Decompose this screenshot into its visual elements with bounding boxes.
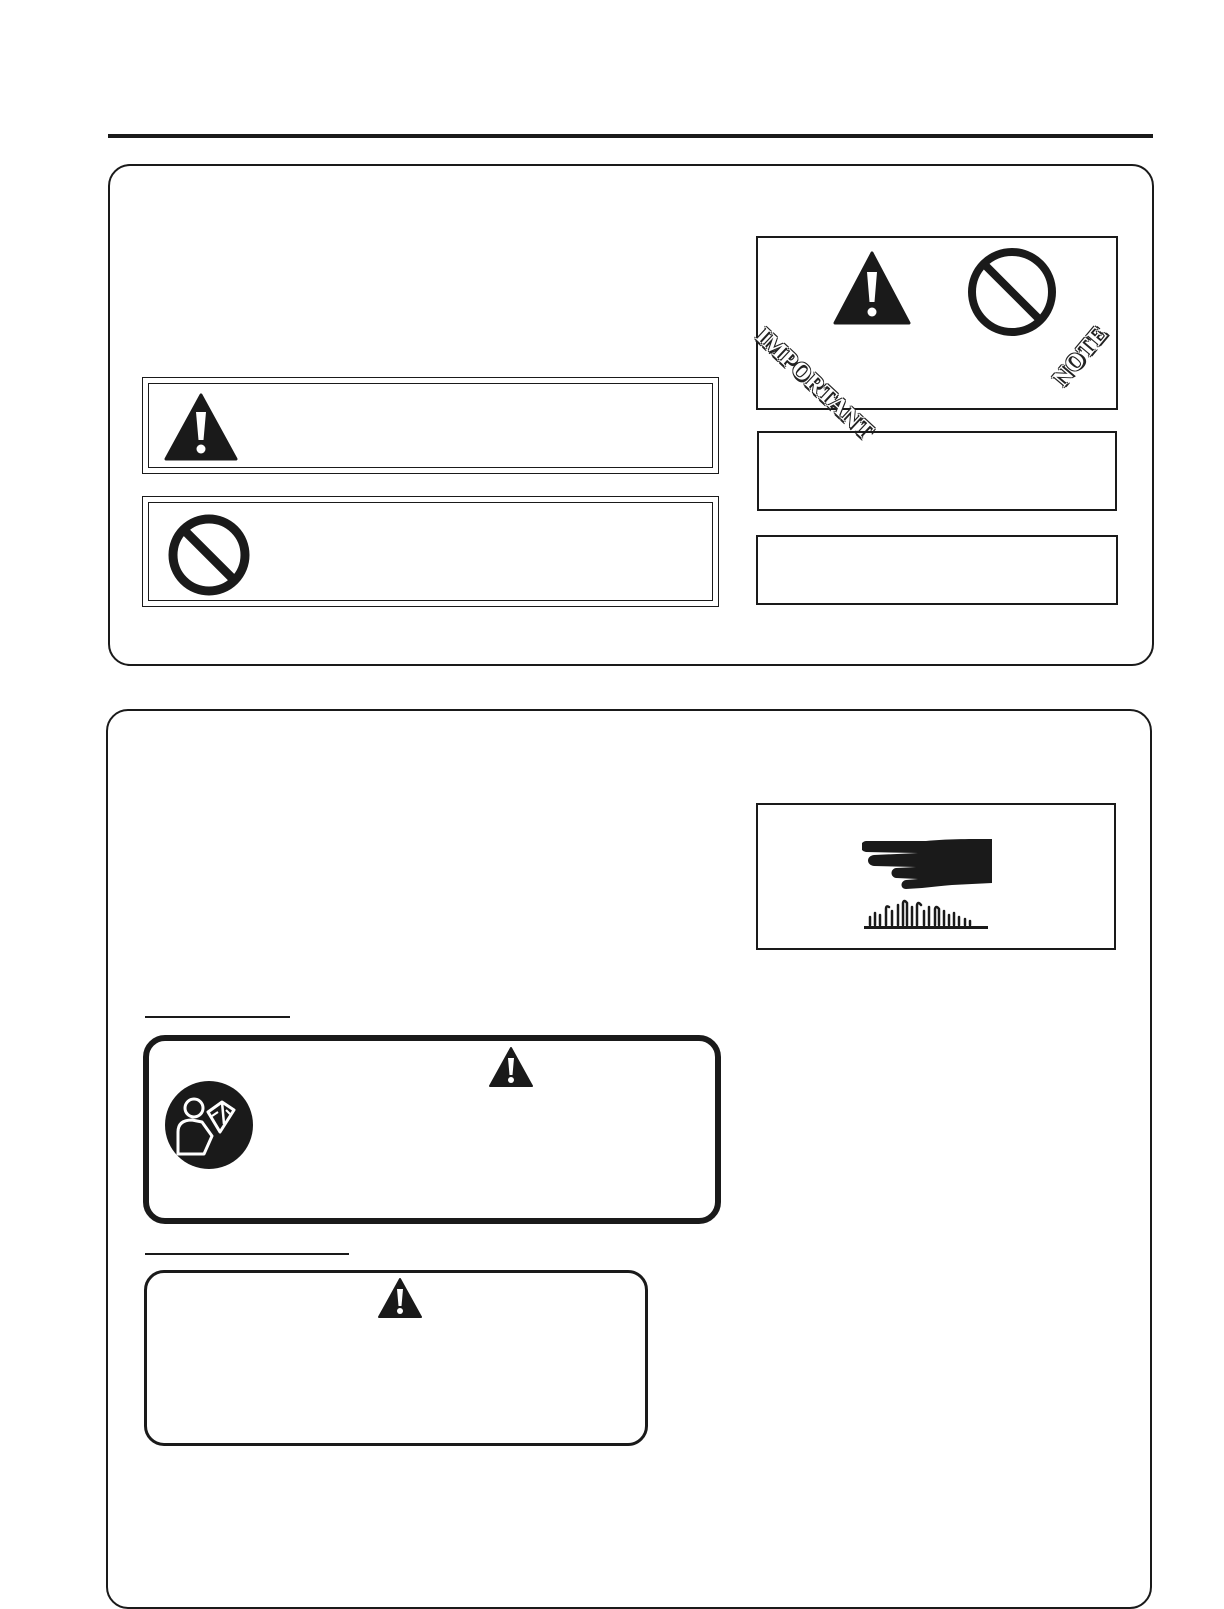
section-heading-underline — [145, 1253, 349, 1255]
warning-triangle-icon — [488, 1046, 534, 1088]
section-heading-underline — [145, 1016, 290, 1018]
warning-symbol-box — [142, 377, 719, 474]
note-description-box — [756, 535, 1118, 605]
warning-triangle-icon — [163, 392, 239, 462]
prohibition-circle-icon — [167, 513, 251, 597]
symbol-legend-box — [750, 236, 1118, 446]
important-label: IMPORTANT — [750, 323, 879, 446]
top-rule — [108, 134, 1153, 138]
hot-surface-hand-icon — [862, 831, 992, 941]
hot-surface-box — [756, 803, 1116, 950]
warning-triangle-icon — [832, 250, 912, 326]
prohibition-symbol-box — [142, 496, 719, 607]
prohibition-circle-icon — [966, 246, 1058, 338]
warning-triangle-icon — [377, 1277, 423, 1319]
note-label: NOTE — [1048, 321, 1113, 392]
important-description-box — [757, 431, 1117, 511]
read-manual-warning-box — [143, 1035, 721, 1224]
read-manual-icon — [164, 1080, 254, 1170]
warning-box — [144, 1270, 648, 1446]
